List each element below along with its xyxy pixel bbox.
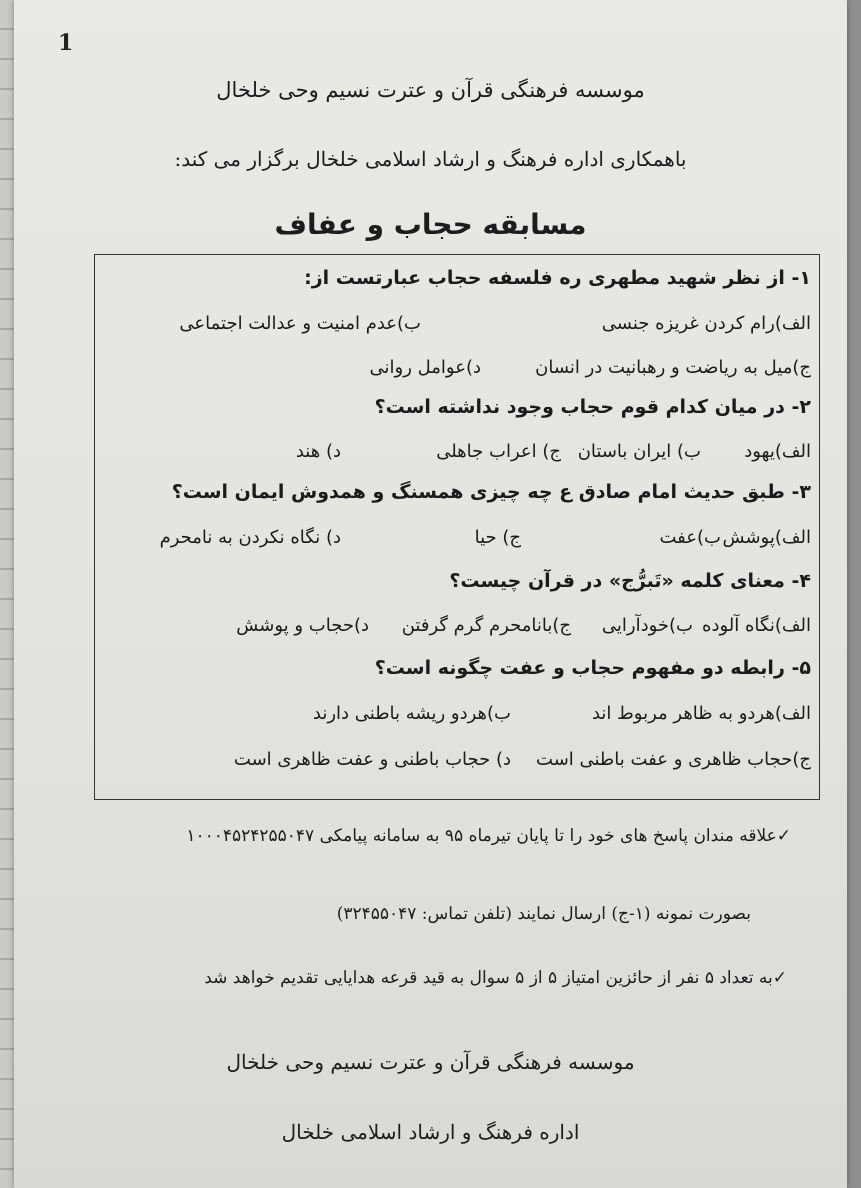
question-5-options-row-2 (103, 749, 811, 775)
q2-option-c: ج) اعراب جاهلی (436, 441, 561, 462)
cooperation-line: باهمکاری اداره فرهنگ و ارشاد اسلامی خلخال برگزار می کند: (174, 147, 687, 171)
question-3-options (103, 527, 811, 553)
q4-option-a: الف)نگاه آلوده (702, 615, 811, 636)
q4-option-b: ب)خودآرایی (601, 615, 693, 636)
q5-option-c: ج)حجاب ظاهری و عفت باطنی است (536, 749, 811, 770)
note-prize-line: ✓به تعداد ۵ نفر از حائزین امتیاز ۵ از ۵ سوال به قید قرعه هدایایی تقدیم خواهد شد (204, 968, 787, 988)
q3-option-a: الف)پوشش (722, 527, 811, 548)
q2-option-a: الف)یهود (744, 441, 811, 462)
question-2-options (103, 441, 811, 467)
q5-option-a: الف)هردو به ظاهر مربوط اند (591, 703, 811, 724)
question-2: ۲- در میان کدام قوم حجاب وجود نداشته است؟ (374, 396, 811, 418)
q5-option-b: ب)هردو ریشه باطنی دارند (312, 703, 511, 724)
questions-box (94, 254, 820, 800)
q3-option-b: ب)عفت (659, 527, 721, 548)
q4-option-c: ج)بانامحرم گرم گرفتن (401, 615, 571, 636)
question-1-options-row-1 (103, 313, 811, 339)
q1-option-a: الف)رام کردن غریزه جنسی (601, 313, 811, 334)
institute-heading: موسسه فرهنگی قرآن و عترت نسیم وحی خلخال (216, 78, 645, 102)
footer-office: اداره فرهنگ و ارشاد اسلامی خلخال (281, 1120, 580, 1144)
q1-option-d: د)عوامل روانی (369, 357, 481, 378)
q1-option-c: ج)میل به ریاضت و رهبانیت در انسان (535, 357, 811, 378)
q2-option-d: د) هند (295, 441, 341, 462)
q5-option-d: د) حجاب باطنی و عفت ظاهری است (233, 749, 511, 770)
q3-option-c: ج) حیا (474, 527, 521, 548)
footer-institute: موسسه فرهنگی قرآن و عترت نسیم وحی خلخال (226, 1050, 635, 1074)
document-page (14, 0, 847, 1188)
adjacent-page-edge (0, 0, 14, 1188)
note-sms-line: ✓علاقه مندان پاسخ های خود را تا پایان تیرماه ۹۵ به سامانه پیامکی ۱۰۰۰۴۵۲۴۲۵۵۰۴۷ (186, 826, 791, 846)
note-format-line: بصورت نمونه (۱-ج) ارسال نمایند (تلفن تماس: ۳۲۴۵۵۰۴۷) (336, 904, 751, 924)
question-5-options-row-1 (103, 703, 811, 729)
q2-option-b: ب) ایران باستان (577, 441, 701, 462)
page-number: 1 (58, 30, 74, 56)
question-4-options (103, 615, 811, 641)
q4-option-d: د)حجاب و پوشش (236, 615, 369, 636)
question-5: ۵- رابطه دو مفهوم حجاب و عفت چگونه است؟ (374, 657, 811, 679)
question-3: ۳- طبق حدیث امام صادق ع چه چیزی همسنگ و همدوش ایمان است؟ (171, 481, 811, 503)
q3-option-d: د) نگاه نکردن به نامحرم (159, 527, 341, 548)
contest-title: مسابقه حجاب و عفاف (274, 208, 587, 241)
question-1-options-row-2 (103, 357, 811, 383)
q1-option-b: ب)عدم امنیت و عدالت اجتماعی (179, 313, 421, 334)
question-1: ۱- از نظر شهید مطهری ره فلسفه حجاب عبارتست از: (304, 267, 811, 289)
question-4: ۴- معنای کلمه «تَبرُّج» در قرآن چیست؟ (449, 570, 811, 592)
